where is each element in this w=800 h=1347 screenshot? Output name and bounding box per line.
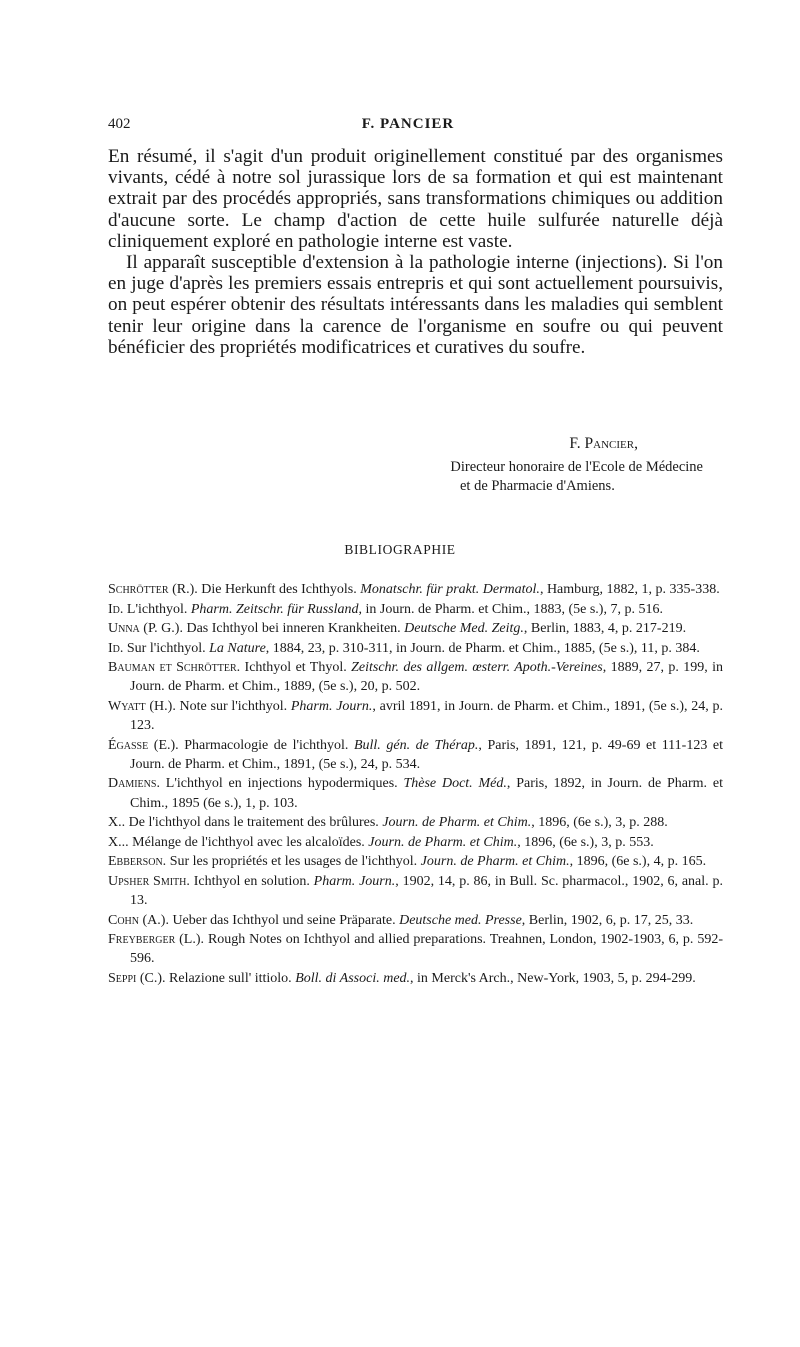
bibliography-details: , 1902, 14, p. 86, in Bull. Sc. pharmacol., 1902, 6, anal. p. 13. xyxy=(130,873,723,908)
bibliography-heading: BIBLIOGRAPHIE xyxy=(344,542,456,557)
bibliography-author: Ebberson. xyxy=(108,854,167,870)
bibliography-entry xyxy=(108,600,723,619)
running-title: F. PANCIER xyxy=(361,116,455,132)
bibliography-details: , in Journ. de Pharm. et Chim., 1883, (5e s.), 7, p. 516. xyxy=(358,601,663,617)
bibliography-details: , 1884, 23, p. 310-311, in Journ. de Pharm. et Chim., 1885, (5e s.), 11, p. 384. xyxy=(265,640,700,656)
bibliography-details: , Paris, 1892, in Journ. de Pharm. et Chim., 1895 (6e s.), 1, p. 103. xyxy=(130,776,723,811)
page-number: 402 xyxy=(108,116,131,132)
bibliography-journal: Monatschr. für prakt. Dermatol. xyxy=(360,582,540,597)
bibliography-text: Ueber das Ichthyol und seine Präparate. xyxy=(168,912,400,928)
bibliography-author: Schrötter (R.). xyxy=(108,582,198,597)
signature-title-line: Directeur honoraire de l'Ecole de Médecine xyxy=(450,459,703,475)
bibliography-journal: Deutsche med. Presse xyxy=(399,912,522,928)
bibliography-author: Damiens. xyxy=(108,776,160,792)
bibliography-journal: La Nature xyxy=(209,640,266,656)
bibliography-author: X... xyxy=(108,834,129,850)
bibliography-journal: Deutsche Med. Zeitg. xyxy=(404,621,524,637)
bibliography-entry xyxy=(108,774,723,812)
bibliography-journal: Journ. de Pharm. et Chim. xyxy=(382,815,532,831)
body-text xyxy=(108,146,723,358)
signature-name: F. Pancier, xyxy=(569,435,638,452)
bibliography-journal: Pharm. Journ. xyxy=(290,699,373,715)
bibliography-author: Cohn (A.). xyxy=(108,912,169,928)
bibliography-entry xyxy=(108,852,723,871)
bibliography-text: Die Herkunft des Ichthyols. xyxy=(197,582,361,597)
bibliography-journal: Bull. gén. de Thérap. xyxy=(353,737,479,753)
bibliography-details: , 1889, 27, p. 199, in Journ. de Pharm. et Chim., 1889, (5e s.), 20, p. 502. xyxy=(130,660,723,695)
bibliography-text: Ichthyol et Thyol. xyxy=(240,660,352,676)
bibliography-entry xyxy=(108,580,723,599)
bibliography-details: , in Merck's Arch., New-York, 1903, 5, p. 294-299. xyxy=(410,970,696,986)
bibliography-entry xyxy=(108,872,723,910)
bibliography-author: Unna (P. G.). xyxy=(108,621,183,637)
bibliography-text: Das Ichthyol bei inneren Krankheiten. xyxy=(182,621,405,637)
bibliography-journal: Pharm. Zeitschr. für Russland xyxy=(190,601,359,617)
bibliography-text: Mélange de l'ichthyol avec les alcaloïdes. xyxy=(128,834,369,850)
bibliography-text: Note sur l'ichthyol. xyxy=(175,699,291,715)
bibliography-journal: Pharm. Journ. xyxy=(313,873,396,889)
bibliography-entry xyxy=(108,969,723,988)
bibliography-text: Pharmacologie de l'ichthyol. xyxy=(178,737,354,753)
bibliography-entry xyxy=(108,619,723,638)
bibliography-author: Égasse (E.). xyxy=(108,737,179,753)
bibliography-entry xyxy=(108,911,723,930)
bibliography-text: Sur les propriétés et les usages de l'ichthyol. xyxy=(166,854,421,870)
bibliography-journal: Boll. di Associ. med. xyxy=(295,970,411,986)
bibliography-entry xyxy=(108,697,723,735)
bibliography-author: Freyberger (L.). xyxy=(108,932,205,948)
bibliography-entry xyxy=(108,639,723,658)
bibliography-journal: Journ. de Pharm. et Chim. xyxy=(420,854,570,870)
bibliography-author: Bauman et Schrötter. xyxy=(108,660,241,676)
bibliography-journal: Thèse Doct. Méd. xyxy=(403,776,507,792)
bibliography-text: Ichthyol en solution. xyxy=(189,873,314,889)
bibliography-details: , 1896, (6e s.), 3, p. 288. xyxy=(531,815,668,831)
bibliography-author: Seppi (C.). xyxy=(108,970,166,986)
bibliography-details: , 1896, (6e s.), 3, p. 553. xyxy=(517,834,654,850)
bibliography-details: , Berlin, 1902, 6, p. 17, 25, 33. xyxy=(521,912,694,928)
bibliography-details: , 1896, (6e s.), 4, p. 165. xyxy=(569,854,707,870)
bibliography-author: Id. xyxy=(108,640,124,656)
bibliography-author: X.. xyxy=(108,815,126,831)
page-header xyxy=(108,116,708,138)
bibliography-list xyxy=(108,580,723,988)
paragraph: Il apparaît susceptible d'extension à la pathologie interne (injections). Si l'on en juge d'après les premiers essais entrepris et qui sont actuellement poursuivis, on peut espérer obtenir des résultats intéressants dans les maladies qui semblent tenir leur origine dans la carence de l'organisme en soufre ou qui peuvent bénéficier des propriétés modificatrices et curatives du soufre. xyxy=(108,252,723,358)
signature-title-line: et de Pharmacie d'Amiens. xyxy=(460,478,615,494)
bibliography-text: De l'ichthyol dans le traitement des brûlures. xyxy=(125,815,383,831)
bibliography-entry xyxy=(108,930,723,968)
paragraph: En résumé, il s'agit d'un produit originellement constitué par des organismes vivants, cédé à notre sol jurassique lors de sa formation et qui est maintenant extrait par des procédés appropriés, sans transformations chimiques ou addition d'aucune sorte. Le champ d'action de cette huile sulfurée naturelle déjà cliniquement exploré en pathologie interne est vaste. xyxy=(108,146,723,252)
bibliography-entry xyxy=(108,736,723,774)
bibliography-entry xyxy=(108,833,723,852)
bibliography-details: , avril 1891, in Journ. de Pharm. et Chim., 1891, (5e s.), 24, p. 123. xyxy=(130,699,724,734)
bibliography-text: L'ichthyol en injections hypodermiques. xyxy=(159,776,404,792)
signature-block xyxy=(108,434,703,496)
bibliography-text: Rough Notes on Ichthyol and allied preparations. Treahnen, London, 1902-1903, 6, p. 592-596. xyxy=(130,932,723,967)
bibliography-details: , Paris, 1891, 121, p. 49-69 et 111-123 et Journ. de Pharm. et Chim., 1891, (5e s.), 24, p. 534. xyxy=(130,737,723,772)
bibliography-entry xyxy=(108,813,723,832)
bibliography-text: Sur l'ichthyol. xyxy=(123,640,210,656)
bibliography-journal: Zeitschr. des allgem. œsterr. Apoth.-Vereines xyxy=(351,660,603,676)
bibliography-journal: Journ. de Pharm. et Chim. xyxy=(368,834,518,850)
bibliography-author: Id. xyxy=(108,601,124,617)
bibliography-details: , Hamburg, 1882, 1, p. 335-338. xyxy=(539,582,720,597)
bibliography-author: Upsher Smith. xyxy=(108,873,190,889)
bibliography-text: L'ichthyol. xyxy=(123,601,191,617)
bibliography-text: Relazione sull' ittiolo. xyxy=(165,970,296,986)
bibliography-entry xyxy=(108,658,723,696)
bibliography-author: Wyatt (H.). xyxy=(108,699,176,715)
bibliography-details: , Berlin, 1883, 4, p. 217-219. xyxy=(523,621,687,637)
